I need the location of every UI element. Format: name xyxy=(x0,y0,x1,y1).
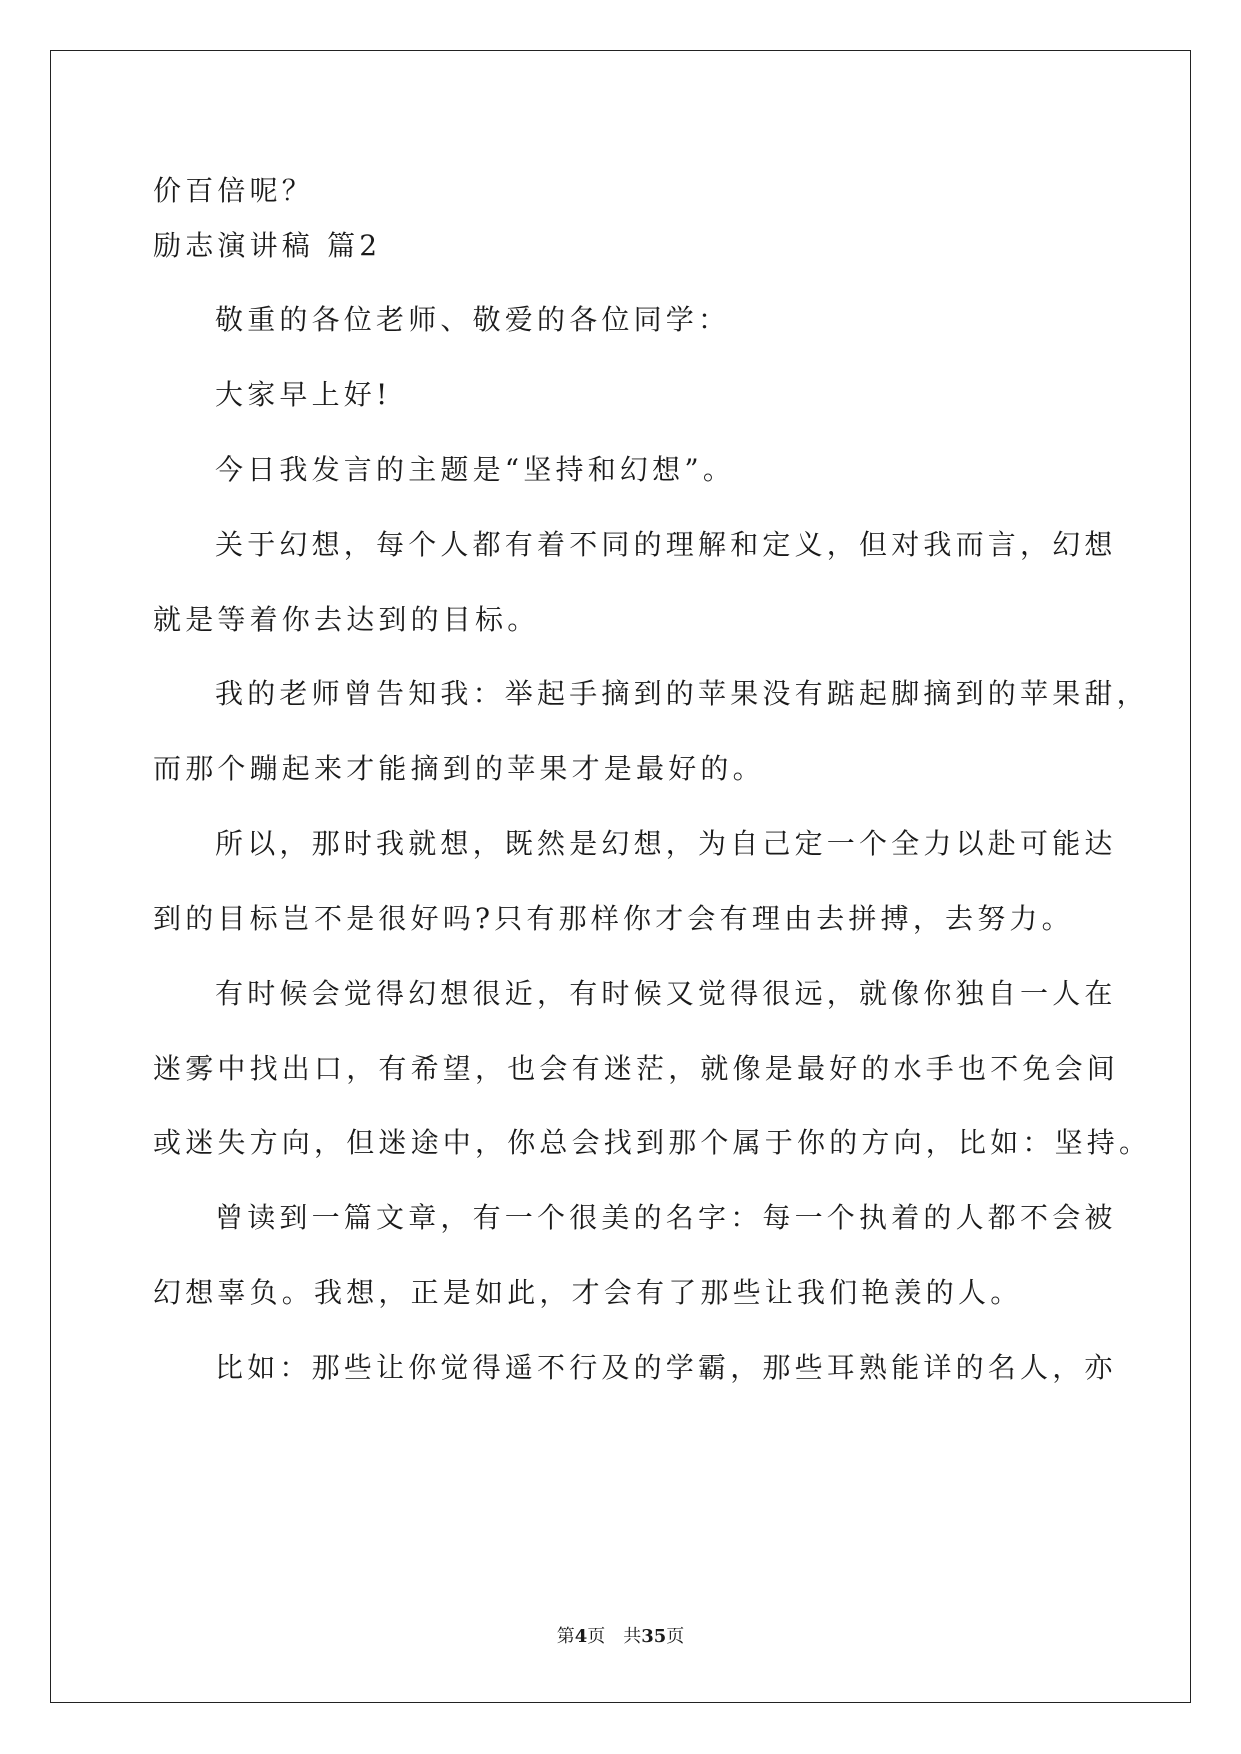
text-line: 关于幻想，每个人都有着不同的理解和定义，但对我而言，幻想 xyxy=(215,528,1117,561)
text-line: 比如：那些让你觉得遥不行及的学霸，那些耳熟能详的名人，亦 xyxy=(215,1351,1117,1384)
footer-mid: 页 共 xyxy=(587,1626,642,1647)
text-line: 所以，那时我就想，既然是幻想，为自己定一个全力以赴可能达 xyxy=(215,827,1117,860)
salutation: 敬重的各位老师、敬爱的各位同学： xyxy=(215,303,731,336)
section-heading: 励志演讲稿 篇2 xyxy=(153,229,382,262)
text-line: 到的目标岂不是很好吗?只有那样你才会有理由去拼搏，去努力。 xyxy=(153,902,1074,935)
text-line: 价百倍呢？ xyxy=(153,174,315,207)
text-line: 迷雾中找出口，有希望，也会有迷茫，就像是最好的水手也不免会间 xyxy=(153,1052,1120,1085)
text-line: 今日我发言的主题是“坚持和幻想”。 xyxy=(215,453,736,486)
footer-suffix: 页 xyxy=(666,1626,685,1647)
total-page-count: 35 xyxy=(641,1626,667,1647)
page-border xyxy=(50,50,1191,1703)
text-line: 我的老师曾告知我：举起手摘到的苹果没有踮起脚摘到的苹果甜， xyxy=(215,677,1149,710)
text-line: 曾读到一篇文章，有一个很美的名字：每一个执着的人都不会被 xyxy=(215,1201,1117,1234)
text-line: 而那个蹦起来才能摘到的苹果才是最好的。 xyxy=(153,752,765,785)
text-line: 就是等着你去达到的目标。 xyxy=(153,603,540,636)
greeting: 大家早上好! xyxy=(215,378,392,411)
current-page-number: 4 xyxy=(574,1626,588,1647)
page-footer xyxy=(0,1622,1241,1648)
text-line: 或迷失方向，但迷途中，你总会找到那个属于你的方向，比如：坚持。 xyxy=(153,1126,1152,1159)
text-line: 幻想辜负。我想，正是如此，才会有了那些让我们艳羡的人。 xyxy=(153,1276,1023,1309)
text-line: 有时候会觉得幻想很近，有时候又觉得很远，就像你独自一人在 xyxy=(215,977,1117,1010)
footer-prefix: 第 xyxy=(556,1626,575,1647)
